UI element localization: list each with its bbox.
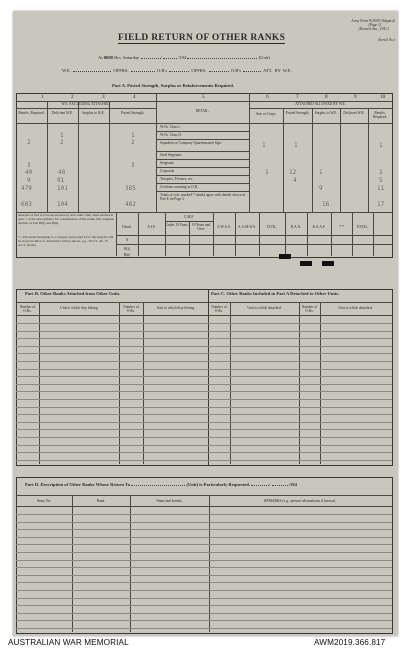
an-total: TOTAL. <box>356 225 369 229</box>
hw-r2-c: 2 <box>131 139 135 146</box>
attached-allowed: ATTACHED ALLOWED BY W.E. <box>295 102 346 106</box>
b-unit-1: Unit to which they belong <box>60 306 98 310</box>
hw-tot-a: 603 <box>21 201 32 208</box>
col-num-10: 10 <box>380 94 386 100</box>
b-unit-2: Unit to which they belong <box>156 306 195 310</box>
footer-credit: AUSTRALIAN WAR MEMORIAL <box>8 638 129 647</box>
table-row-rule <box>16 567 392 568</box>
table-row-rule <box>16 323 392 324</box>
hdr-reinfts-required: Reinfts. Required. <box>18 111 45 115</box>
an-aamws: A.A.M.W.S. <box>238 225 256 229</box>
table-row-rule <box>16 429 392 430</box>
hw-tot-d: 16 <box>322 201 330 208</box>
part-a-title: Part A. Posted Strength, Surplus or Reinforcements Required. <box>112 83 234 88</box>
table-row-rule <box>16 529 392 530</box>
hw-pte-b: 91 <box>57 177 65 184</box>
table-row-rule <box>16 544 392 545</box>
hw-civ-c: 385 <box>125 185 136 192</box>
hw-r1-b: 1 <box>131 132 135 139</box>
hw-r3-a: 1 <box>262 142 266 149</box>
hdr-posted-strength-2: Posted Strength. <box>285 111 310 115</box>
hw-r3-c: 1 <box>379 142 383 149</box>
table-row-rule <box>16 575 392 576</box>
table-row-rule <box>16 460 392 461</box>
rank-qms: Squadron or Company Quartermaster Sgts. <box>160 141 222 145</box>
an-row-a: A <box>125 238 129 242</box>
hw-civ-b: 101 <box>57 185 68 192</box>
table-row-rule <box>16 331 392 332</box>
table-row-rule <box>16 628 392 629</box>
hw-civ-d: 9 <box>319 185 323 192</box>
table-row-rule <box>16 582 392 583</box>
rank-wo2: W.Os. Class II. <box>160 133 182 137</box>
hw-r1-a: 1 <box>60 132 64 139</box>
hw-pte-a: 9 <box>27 177 31 184</box>
hrs-label: Hrs. Saturday <box>114 55 140 60</box>
an-cmf: C.M.F. <box>184 215 194 219</box>
table-row-rule <box>16 407 392 408</box>
hw-pte-d: 5 <box>379 177 383 184</box>
table-row-rule <box>16 522 392 523</box>
hw-r2-b: 2 <box>60 139 64 146</box>
col-num-6: 6 <box>266 94 269 100</box>
an-ran: R.A.N. <box>290 225 302 229</box>
an-aif: A.I.F. <box>147 225 156 229</box>
hw-pte-c: 4 <box>293 177 297 184</box>
we-excluding-attached: W.E. EXCLUDING ATTACHED. <box>61 102 111 106</box>
form-page <box>13 11 398 636</box>
hdr-posted-strength: Posted Strength. <box>120 111 145 115</box>
year-label: /194 <box>178 55 187 60</box>
table-row-rule <box>16 514 392 515</box>
hw-cpl-c: 1 <box>265 169 269 176</box>
we-line <box>62 68 292 73</box>
an-star: * * <box>339 225 344 229</box>
col-num-4: 4 <box>133 94 136 100</box>
hw-civ-e: 11 <box>377 185 385 192</box>
form-id-line2: (Page 1) <box>368 23 381 27</box>
table-row-rule <box>16 346 392 347</box>
an-19-over: 19 Years and Over. <box>191 223 211 231</box>
hw-cpl-e: 1 <box>319 169 323 176</box>
table-row-rule <box>16 391 392 392</box>
hw-cpl-a: 40 <box>25 169 33 176</box>
redaction-block <box>279 254 291 259</box>
col-num-3: 3 <box>102 94 105 100</box>
d-remarks: REMARKS (e.g., present whereabouts if known). <box>264 499 336 503</box>
hw-civ-a: 479 <box>21 185 32 192</box>
hw-cpl-d: 12 <box>289 169 297 176</box>
hdr-deficient-2: Deficient W.E. <box>343 111 365 115</box>
hw-cpl-b: 40 <box>58 169 66 176</box>
analysis-note-2: * = Personnel belonging to a category and posted for to the analysis will be shown in this Col. Particulars will be shown, e.g., 2# U.S. 4C, 15 A.C.I. (from) <box>18 235 114 247</box>
dateline: At 0600 Hrs. Saturday / /194 (Unit) <box>98 55 270 60</box>
form-id-line1: Army Form W.3009 (Adapted) <box>351 19 395 23</box>
at-label: At <box>98 55 103 60</box>
an-row-bi: B(i) <box>124 247 130 251</box>
col-num-8: 8 <box>325 94 328 100</box>
redaction-block <box>300 261 312 266</box>
footer-accession: AWM2019.366.817 <box>314 638 386 647</box>
table-row-rule <box>16 353 392 354</box>
d-army-no: Army No. <box>36 499 52 503</box>
att-label: ATT. BY W.E. <box>263 68 292 73</box>
table-row-rule <box>16 384 392 385</box>
part-d-date: /194 <box>288 482 297 487</box>
rank-cpl: Corporals <box>160 169 175 173</box>
an-awas: A.W.A.S. <box>217 225 231 229</box>
hdr-detail: DETAIL. <box>195 109 210 113</box>
d-rank: Rank. <box>96 499 106 503</box>
hw-r2-a: 2 <box>27 139 31 146</box>
rank-staff-sgt: Staff Sergeants <box>160 153 182 157</box>
unit-label: (Unit) <box>258 55 270 60</box>
an-detail: Detail. <box>122 225 132 229</box>
column-numbers <box>16 94 392 101</box>
col-num-9: 9 <box>354 94 357 100</box>
an-row-bii: B(ii) <box>123 253 131 257</box>
rank-wo1: W.Os. Class I. <box>160 125 181 129</box>
table-row-rule <box>16 620 392 621</box>
rank-pte: Troopers, Privates, etc. <box>160 177 194 181</box>
an-under-19: Under 19 Years. <box>165 223 189 227</box>
hdr-arm-corps: Arm or Corps. <box>255 112 277 116</box>
part-d-title-text: Part D. Description of Other Ranks Whose Return To <box>25 482 131 487</box>
table-row-rule <box>16 369 392 370</box>
c-num-2: Number of O.Rs. <box>301 305 318 313</box>
table-row-rule <box>16 399 392 400</box>
hw-cpl-f: 1 <box>379 169 383 176</box>
col-num-2: 2 <box>71 94 74 100</box>
form-id-line3: (Revised Jan., 1941.) <box>358 27 389 31</box>
c-unit-1: Unit to which detached. <box>247 306 282 310</box>
hdr-surplus-2: Surplus to W.E. <box>314 111 338 115</box>
part-c-title: Part C. Other Ranks Included in Part A Detached to Other Units. <box>211 291 340 296</box>
table-row-rule <box>16 445 392 446</box>
b-num-1: Number of O.Rs. <box>19 305 36 313</box>
time-label: 0600 <box>103 55 113 60</box>
part-b-title: Part B. Other Ranks Attached from Other Units. <box>25 291 121 296</box>
d-name: Name and Initials. <box>156 499 183 503</box>
rank-civilians: Civilians counting as O.R. <box>160 185 199 189</box>
table-row-rule <box>16 613 392 614</box>
col-num-7: 7 <box>296 94 299 100</box>
table-row-rule <box>16 361 392 362</box>
table-row-rule <box>16 338 392 339</box>
ors-label: O.R's <box>156 68 168 73</box>
table-row-rule <box>16 414 392 415</box>
hw-tot-b: 104 <box>57 201 68 208</box>
hw-r3-b: 1 <box>294 142 298 149</box>
offrs-label: OFFRS. <box>113 68 129 73</box>
table-row-rule <box>16 537 392 538</box>
redaction-block <box>322 261 334 266</box>
form-id <box>309 19 395 42</box>
hdr-surplus-we: Surplus to W.E. <box>82 111 105 115</box>
col-num-1: 1 <box>41 94 44 100</box>
rank-sgt: Sergeants <box>160 161 174 165</box>
table-row-rule <box>16 590 392 591</box>
c-unit-2: Unit to which detached. <box>338 306 373 310</box>
table-row-rule <box>16 605 392 606</box>
part-d-title: Part D. Description of Other Ranks Whose Return To (Unit) is Particularly Requested. / /194 <box>25 482 297 487</box>
table-row-rule <box>16 552 392 553</box>
table-row-rule <box>16 437 392 438</box>
hw-tot-e: 17 <box>377 201 385 208</box>
an-raaf: R.A.A.F. <box>312 225 326 229</box>
b-num-2: Number of O.Rs. <box>123 305 139 313</box>
table-row-rule <box>16 560 392 561</box>
serial-no: (Serial No.) <box>378 38 395 42</box>
hw-sgt-b: 3 <box>131 162 135 169</box>
an-civil: CIVIL. <box>266 225 278 229</box>
table-row-rule <box>16 422 392 423</box>
page-title: FIELD RETURN OF OTHER RANKS <box>118 33 286 43</box>
hdr-deficient-we: Deficient W.E. <box>51 111 74 115</box>
hdr-reinfts-2: Reinfts. Required. <box>372 111 388 119</box>
offrs2-label: OFFRS. <box>191 68 207 73</box>
part-d-tail: (Unit) is Particularly Requested. <box>186 482 250 487</box>
table-row-rule <box>16 598 392 599</box>
ors2-label: O.R's <box>230 68 241 73</box>
hw-tot-c: 482 <box>125 201 136 208</box>
c-num-1: Number of O.Rs. <box>211 305 227 313</box>
table-row-rule <box>16 452 392 453</box>
rank-totals-note: Totals of cols. marked * should agree with details shown in Part E on Page 2 <box>160 193 246 201</box>
col-num-5: 5 <box>202 94 205 100</box>
analysis-note: Analysis of Part A to be shown here by ALL units. Only units entitled in para. 7 of the extraordinary for consideration of this return will complete analysis of Part B(ii) and B(ii). <box>18 213 114 225</box>
we-label: W.E. <box>62 68 72 73</box>
table-row-rule <box>16 376 392 377</box>
hw-sgt-a: 3 <box>27 162 31 169</box>
